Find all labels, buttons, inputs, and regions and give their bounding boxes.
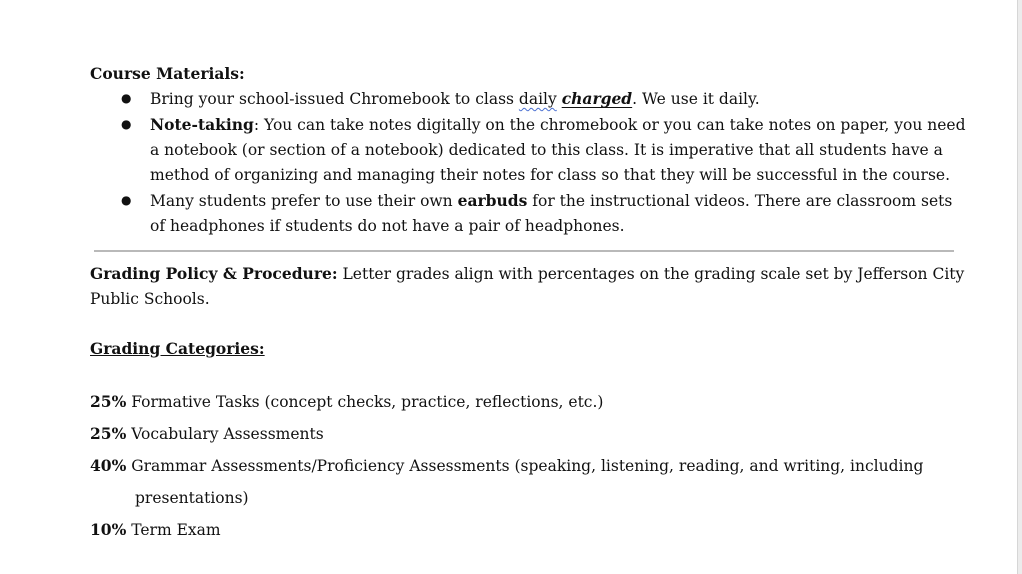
category-label: Term Exam <box>126 521 221 539</box>
grading-policy-heading: Grading Policy & Procedure: <box>90 264 338 283</box>
list-item <box>150 112 970 188</box>
emphasis-word[interactable]: charged <box>561 89 633 108</box>
category-percent: 40% <box>90 456 127 475</box>
bullet-text: : You can take notes digitally on the chromebook or you can take notes on paper, you need a notebook (or section of a notebook) dedicated to this class. It is imperative that all students have a method of organizing and managing their notes for class so that they will be successful in the course. <box>150 116 966 184</box>
category-row <box>90 514 970 546</box>
grading-categories-list <box>90 386 970 546</box>
category-percent: 10% <box>90 520 127 539</box>
horizontal-divider <box>94 250 954 252</box>
bullet-bold-lead: Note-taking <box>150 115 254 134</box>
category-percent: 25% <box>90 392 127 411</box>
category-label: Grammar Assessments/Proficiency Assessments (speaking, listening, reading, and writing, including presentations) <box>126 457 924 507</box>
bullet-text: Bring your school-issued Chromebook to class <box>150 90 519 108</box>
list-item <box>150 86 970 112</box>
bullet-text-end: . We use it daily. <box>632 90 760 108</box>
page-edge <box>1017 0 1022 574</box>
list-item <box>150 188 970 239</box>
bullet-text: Many students prefer to use their own <box>150 192 458 210</box>
course-materials-section <box>90 61 970 239</box>
bullet-bold-word: earbuds <box>457 191 528 210</box>
grading-categories-heading: Grading Categories: <box>90 339 265 358</box>
category-label: Vocabulary Assessments <box>126 425 324 443</box>
category-row <box>90 450 970 514</box>
grading-policy-section <box>90 261 970 312</box>
category-row <box>90 386 970 418</box>
category-row <box>90 418 970 450</box>
category-label: Formative Tasks (concept checks, practice, reflections, etc.) <box>126 393 604 411</box>
category-percent: 25% <box>90 424 127 443</box>
course-materials-list <box>90 86 970 239</box>
grading-policy-text: Letter grades align with percentages on the grading scale set by Jefferson City Public Schools. <box>90 265 965 308</box>
course-materials-heading: Course Materials: <box>90 64 245 83</box>
bullet-text-end: for the instructional videos. There are classroom sets of headphones if students do not have a pair of headphones. <box>150 192 953 235</box>
spellcheck-word[interactable]: daily <box>518 90 557 108</box>
